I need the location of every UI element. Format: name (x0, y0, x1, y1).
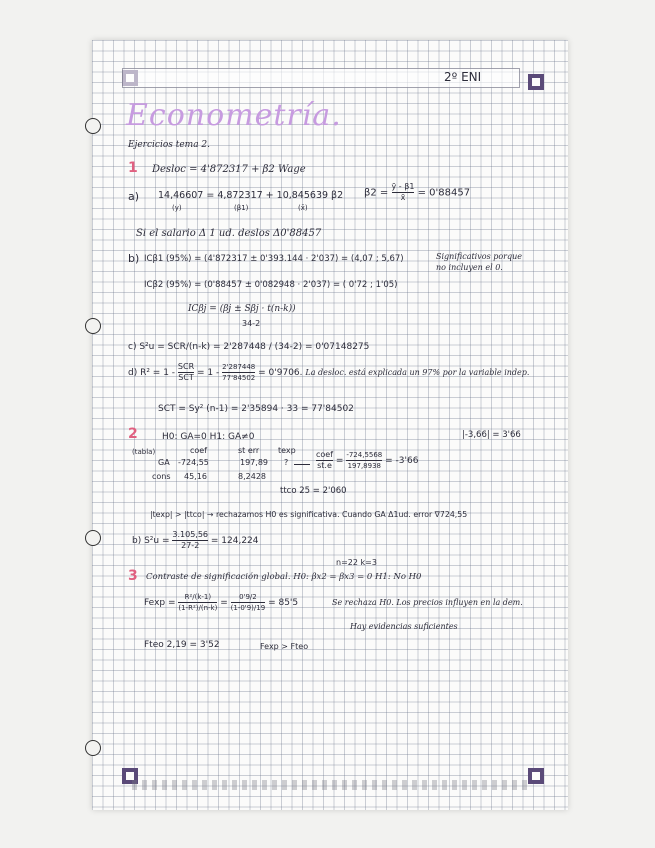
exercise-1-number: 1 (128, 160, 138, 176)
ex1-c-line: c) S²u = SCR/(n-k) = 2'287448 / (34-2) = 0'07148275 (128, 342, 370, 352)
ex2-b-num: 3.105,56 (172, 530, 209, 539)
d-frac1-num: SCR (177, 362, 195, 371)
ex2-hypothesis: H0: GA=0 H1: GA≠0 (162, 432, 255, 442)
d-result: = 0'9706. (258, 368, 303, 378)
ex2-col-texp: texp (278, 446, 296, 455)
ex2-col-coef: coef (190, 446, 208, 455)
fexp-result: = 85'5 (268, 598, 299, 608)
ex1-ic-beta1: ICβ1 (95%) = (4'872317 ± 0'393.144 · 2'037) = (4,07 ; 5,67) (144, 254, 404, 264)
ex2-b-den: 27-2 (181, 541, 200, 550)
ex1-sct: SCT = Sy² (n-1) = 2'35894 · 33 = 77'84502 (158, 404, 354, 414)
ex1-beta-formula (364, 182, 470, 203)
binder-hole (85, 318, 101, 334)
ex2-b-lhs: b) S²u = (132, 536, 170, 546)
subtitle: Ejercicios tema 2. (128, 140, 211, 150)
ex1-note-zero: no incluyen el 0. (436, 263, 503, 272)
calc-frac-1 (316, 450, 333, 471)
ex2-conclusion: |texp| > |ttco| → rechazamos H0 es significativa. Cuando GA Δ1ud. error ∇724,55 (150, 510, 468, 519)
calc-result: = -3'66 (385, 456, 419, 466)
exercise-2-number: 2 (128, 426, 138, 442)
ex3-evidence: Hay evidencias suficientes (350, 622, 458, 631)
calc-frac-2 (346, 450, 382, 471)
d-frac1-den: SCT (178, 373, 194, 382)
calc-num2: -724,5568 (346, 451, 383, 459)
corner-mark (528, 74, 544, 90)
fexp-num: R²/(k-1) (178, 592, 217, 603)
fexp-lhs: Fexp = (144, 598, 176, 608)
ex2-col-sterr: st err (238, 446, 260, 455)
d-frac2-den: 77'84502 (222, 374, 256, 382)
ex1-ic-formula-sub: 34-2 (242, 319, 261, 328)
ex1-a-sub-x: (x̄) (298, 204, 308, 212)
ex1-a-label: a) (128, 190, 140, 203)
notebook-page (92, 40, 568, 810)
d-frac2-num: 2'287448 (222, 363, 256, 371)
ex2-row1-texp: ? (284, 458, 289, 467)
ex1-model: Desloc = 4'87231​7 + β2 Wage (152, 164, 306, 175)
ex2-tteo: ttco 25 = 2'060 (280, 486, 347, 496)
fexp-mid-num: 0'9/2 (231, 592, 266, 603)
fexp-den: (1-R²)/(n-k) (178, 604, 218, 612)
binder-hole (85, 740, 101, 756)
ex1-a-sub-y: (y) (172, 204, 182, 212)
beta-fraction (392, 182, 415, 203)
ex2-b-res: = 124,224 (210, 536, 259, 546)
d-fraction-1 (178, 362, 194, 383)
ex1-a-note: Si el salario Δ 1 ud. deslos Δ0'88457 (136, 228, 322, 239)
ex1-note-significant: Significativos porque (436, 252, 522, 261)
ex1-ic-beta2: ICβ2 (95%) = (0'88457 ± 0'082948 · 2'037) = ( 0'72 ; 1'05) (144, 280, 398, 290)
ex2-row2-err: 8,2428 (238, 472, 266, 481)
beta-num: ȳ - β1 (391, 182, 415, 191)
ex2-row1-name: GA (158, 458, 170, 467)
ex1-ic-formula: ICβj = (βj ± Sβj · t(n-k)) (188, 304, 296, 314)
ex2-tabla: (tabla) (132, 448, 156, 456)
ex2-row2-coef: 45,16 (184, 472, 207, 481)
ex1-a-equation: 14,46607 = 4,872317 + 10,845639 β2 (158, 190, 344, 201)
beta-den: x̄ (400, 193, 406, 202)
bottom-bar (132, 780, 532, 790)
ex3-title: Contraste de significación global. H0: βx2 = βx3 = 0 H1: No H0 (146, 572, 422, 582)
d-fraction-2 (222, 362, 255, 383)
fexp-frac-2 (231, 592, 266, 613)
ex2-row2-name: cons (152, 472, 171, 481)
d-label: d) R² = 1 - (128, 368, 176, 378)
calc-den2: 197,8938 (347, 462, 381, 470)
fexp-mid-den: (1-0'9)/19 (230, 604, 266, 612)
ex2-b-frac (172, 530, 208, 551)
ex3-conclusion: Se rechaza H0. Los precios influyen en la dem. (332, 598, 523, 607)
ex2-row1-coef: -724,55 (178, 458, 209, 467)
calc-den: st.e (317, 461, 332, 470)
ex3-fexp: Fexp = $\frac{\text{R²/(k-1)}}{\text{(1-R²)/(n-k)}}$ = $\frac{0'9/2}{(1-0'9)/19}$ = 85'5 (144, 593, 299, 612)
exercise-3-number: 3 (128, 568, 138, 584)
fexp-frac-1 (178, 592, 217, 613)
ex3-compare: Fexp > Fteo (260, 642, 309, 651)
beta-lhs: β2 = (364, 187, 389, 199)
ex1-d-line (128, 362, 529, 383)
arrow (294, 464, 310, 465)
binder-hole (85, 530, 101, 546)
ex2-row1-err: 197,89 (240, 458, 268, 467)
calc-num: coef (316, 450, 334, 459)
ex3-fteo: Fteo 2,19 = 3'52 (144, 640, 220, 650)
ex1-b-label: b) (128, 252, 140, 265)
course-label: 2º ENI (444, 70, 482, 84)
binder-hole (85, 118, 101, 134)
ex2-b-line (132, 530, 259, 551)
ex2-abs-value: |-3,66| = 3'66 (462, 430, 521, 440)
ex3-nk: n=22 k=3 (336, 558, 377, 567)
beta-value: = 0'88457 (417, 187, 471, 199)
ex2-calc: $\frac{\text{coef}}{st.e}$ = $\frac{-724,5568}{197,8938}$ = -3'66 (316, 450, 419, 470)
d-note: La desloc. está explicada un 97% por la variable indep. (305, 368, 530, 377)
page-title: Econometría. (126, 98, 342, 133)
ex1-a-sub-b1: (β1) (234, 204, 249, 212)
d-mid: = 1 - (197, 368, 220, 378)
